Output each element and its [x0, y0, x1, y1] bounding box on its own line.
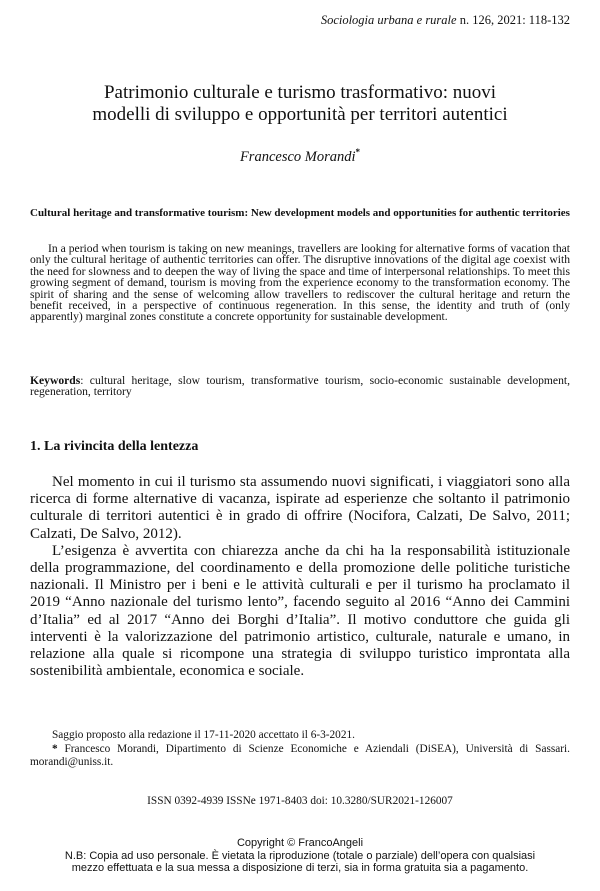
- footnotes: [30, 729, 570, 770]
- copyright-notice: [0, 837, 600, 875]
- section-body: [30, 474, 570, 680]
- keywords-label: Keywords: [30, 374, 81, 387]
- abstract-text: In a period when tourism is taking on new meanings, travellers are looking for alternative forms of vacation that only the cultural heritage of authentic territories can offer. The disruptive innovations of the digital age coexist with the need for slowness and to deepen the way of living the space and time of interpersonal relationships. To meet this growing segment of demand, tourism is moving from the experience economy to the transformation economy. The spirit of sharing and the sense of welcoming allow travellers to rediscover the cultural heritage and return the benefit received, in a perspective of continuous regeneration. In this sense, the identity and truth of (only apparently) marginal zones constitute a concrete opportunity for sustainable development.: [30, 242, 570, 324]
- footnote-received: Saggio proposto alla redazione il 17-11-2020 accettato il 6-3-2021.: [52, 729, 355, 741]
- issn-doi-line: ISSN 0392-4939 ISSNe 1971-8403 doi: 10.3280/SUR2021-126007: [147, 795, 453, 807]
- article-title-line-1: Patrimonio culturale e turismo trasformativo: nuovi: [103, 82, 497, 103]
- article-author: [0, 147, 600, 166]
- body-paragraph-1: Nel momento in cui il turismo sta assumendo nuovi significati, i viaggiatori sono alla ricerca di forme alternative di vacanza, ispirate ad esperienze che soltanto il patrimonio culturale di territori autentici è in grado di offrire (Nocifora, Calzati, De Salvo, 2011; Calzati, De Salvo, 2012).: [30, 474, 570, 542]
- section-heading: 1. La rivincita della lentezza: [30, 439, 199, 454]
- abstract-title: Cultural heritage and transformative tourism: New development models and opportunities for authentic territories: [30, 207, 570, 219]
- journal-name: Sociologia urbana e rurale: [320, 13, 457, 27]
- footnote-affiliation-text: Francesco Morandi, Dipartimento di Scienze Economiche e Aziendali (DiSEA), Università di Sassari. morandi@uniss.it.: [30, 742, 570, 768]
- keywords: [30, 375, 570, 398]
- author-footnote-mark: *: [355, 147, 361, 157]
- copyright-line-2: N.B: Copia ad uso personale. È vietata la riproduzione (totale o parziale) dell’opera con qualsiasi: [64, 849, 536, 862]
- copyright-line-1: Copyright © FrancoAngeli: [236, 837, 364, 849]
- journal-header: [321, 13, 570, 28]
- body-paragraph-2: L’esigenza è avvertita con chiarezza anche da chi ha la responsabilità istituzionale della programmazione, del coordinamento e della promozione delle politiche turistiche nazionali. Il Ministro per i beni e le attività culturali e per il turismo ha proclamato il 2019 “Anno nazionale del turismo lento”, facendo seguito al 2016 “Anno dei Cammini d’Italia” ed al 2017 “Anno dei Borghi d’Italia”. Il motivo conduttore che guida gli interventi è la valorizzazione del patrimonio artistico, culturale, naturale e umano, in relazione alla quale si ricompone una strategia di sviluppo turistico improntata alla sostenibilità ambientale, economica e sociale.: [30, 542, 570, 680]
- footnote-affiliation: [30, 743, 570, 770]
- keywords-list: : cultural heritage, slow tourism, transformative tourism, socio-economic sustainable development, regeneration, territory: [30, 374, 570, 399]
- journal-reference: n. 126, 2021: 118-132: [459, 13, 570, 27]
- article-title-line-2: modelli di sviluppo e opportunità per territori autentici: [92, 104, 508, 125]
- copyright-line-3: mezzo effettuata e la sua messa a disposizione di terzi, sia in forma gratuita sia a pagamento.: [71, 862, 529, 874]
- author-name: Francesco Morandi: [239, 148, 356, 165]
- footnote-mark: *: [52, 742, 58, 755]
- article-title: [30, 82, 570, 126]
